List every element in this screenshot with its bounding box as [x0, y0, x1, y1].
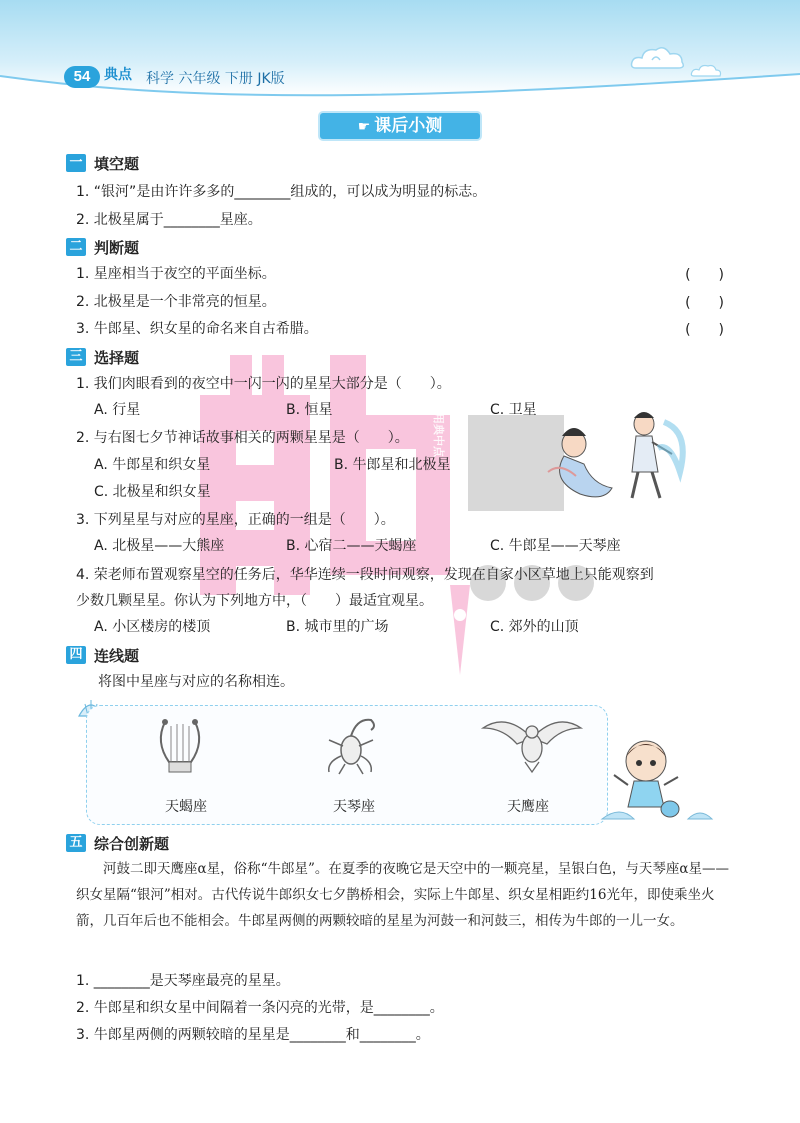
choice-option[interactable]: A. 牛郎星和织女星: [94, 457, 211, 473]
cloud-icon: [628, 44, 688, 74]
answer-parentheses[interactable]: ( ): [685, 267, 724, 283]
page-number: 54: [64, 66, 100, 88]
reading-passage: 河鼓二即天鹰座α星，俗称“牛郎星”。在夏季的夜晚它是天空中的一颗亮星，呈银白色，与天琴座α星——织女星隔“银河”相对。古代传说牛郎织女七夕鹊桥相会，实际上牛郎星、织女星相距约16光年，即使乘坐火箭，几百年后也不能相会。牛郎星两侧的两颗较暗的星星为河鼓一和河鼓三，相传为牛郎的一儿一女。: [76, 861, 730, 929]
question-text: 3. 牛郎星、织女星的命名来自古希腊。: [76, 321, 318, 337]
banner-title: 课后小测: [374, 116, 443, 136]
scorpion-icon[interactable]: [317, 710, 387, 780]
section-number: 三: [66, 348, 86, 366]
choice-option[interactable]: A. 小区楼房的楼顶: [94, 619, 211, 635]
question-text: 3. 牛郎星两侧的两颗较暗的星星是________和________。: [76, 1027, 430, 1043]
brand-logo: [104, 64, 132, 84]
section-number: 二: [66, 238, 86, 256]
watermark-line2: 提分就用典中点: [432, 380, 445, 457]
question-text: 1. “银河”是由许许多多的________组成的，可以成为明显的标志。: [76, 184, 487, 200]
question-text: 4. 荣老师布置观察星空的任务后，华华连续一段时间观察，发现在自家小区草地上只能观察到: [76, 567, 654, 583]
constellation-label[interactable]: 天蝎座: [165, 799, 207, 815]
section-matching: [66, 644, 139, 666]
question-text: 2. 北极星是一个非常亮的恒星。: [76, 294, 276, 310]
question-text: 1. 我们肉眼看到的夜空中一闪一闪的星星大部分是（ ）。: [76, 376, 451, 392]
section-number: 四: [66, 646, 86, 664]
constellation-label[interactable]: 天鹰座: [507, 799, 549, 815]
choice-option[interactable]: C. 牛郎星——天琴座: [490, 538, 621, 554]
lyra-icon[interactable]: [145, 712, 215, 782]
section-title: 判断题: [94, 238, 140, 257]
matching-panel: [86, 705, 608, 825]
girl-illustration: [600, 735, 720, 825]
choice-option[interactable]: B. 心宿二——天蝎座: [286, 538, 417, 554]
section-title: 连线题: [94, 646, 140, 665]
choice-option[interactable]: A. 行星: [94, 402, 141, 418]
choice-option[interactable]: B. 城市里的广场: [286, 619, 389, 635]
answer-parentheses[interactable]: ( ): [685, 295, 724, 311]
section-title: 填空题: [94, 154, 140, 173]
choice-option[interactable]: C. 郊外的山顶: [490, 619, 579, 635]
question-text: 1. 星座相当于夜空的平面坐标。: [76, 266, 276, 282]
watermark-line1: Since 1999: [447, 380, 460, 448]
section-number: 五: [66, 834, 86, 852]
book-subject: 科学 六年级 下册 JK版: [146, 71, 285, 87]
pointing-hand-icon: ☛: [357, 119, 371, 135]
choice-option[interactable]: B. 恒星: [286, 402, 333, 418]
question-text: 2. 与右图七夕节神话故事相关的两颗星星是（ ）。: [76, 430, 409, 446]
answer-parentheses[interactable]: ( ): [685, 322, 724, 338]
choice-option[interactable]: C. 北极星和织女星: [94, 484, 211, 500]
section-comprehensive: [66, 832, 169, 854]
constellation-label[interactable]: 天琴座: [333, 799, 375, 815]
eagle-icon[interactable]: [477, 708, 587, 778]
section-number: 一: [66, 154, 86, 172]
section-fill-blank: [66, 152, 139, 174]
question-text: 少数几颗星星。你认为下列地方中，（ ）最适宜观星。: [76, 593, 433, 609]
choice-option[interactable]: B. 牛郎星和北极星: [334, 457, 451, 473]
choice-option[interactable]: A. 北极星——大熊座: [94, 538, 225, 554]
section-title: 综合创新题: [94, 834, 170, 853]
qixi-illustration: [540, 402, 690, 512]
question-text: 2. 牛郎星和织女星中间隔着一条闪亮的光带，是________。: [76, 1000, 444, 1016]
question-text: 3. 下列星星与对应的星座，正确的一组是（ ）。: [76, 512, 395, 528]
section-true-false: [66, 236, 139, 258]
cloud-icon: [690, 62, 724, 80]
brand-text: 典点: [104, 67, 132, 83]
question-text: 1. ________是天琴座最亮的星星。: [76, 973, 290, 989]
section-multiple-choice: [66, 346, 139, 368]
question-text: 2. 北极星属于________星座。: [76, 212, 262, 228]
instruction-text: 将图中星座与对应的名称相连。: [98, 674, 294, 690]
section-title: 选择题: [94, 348, 140, 367]
choice-option[interactable]: C. 卫星: [490, 402, 537, 418]
section-banner: [320, 113, 480, 139]
